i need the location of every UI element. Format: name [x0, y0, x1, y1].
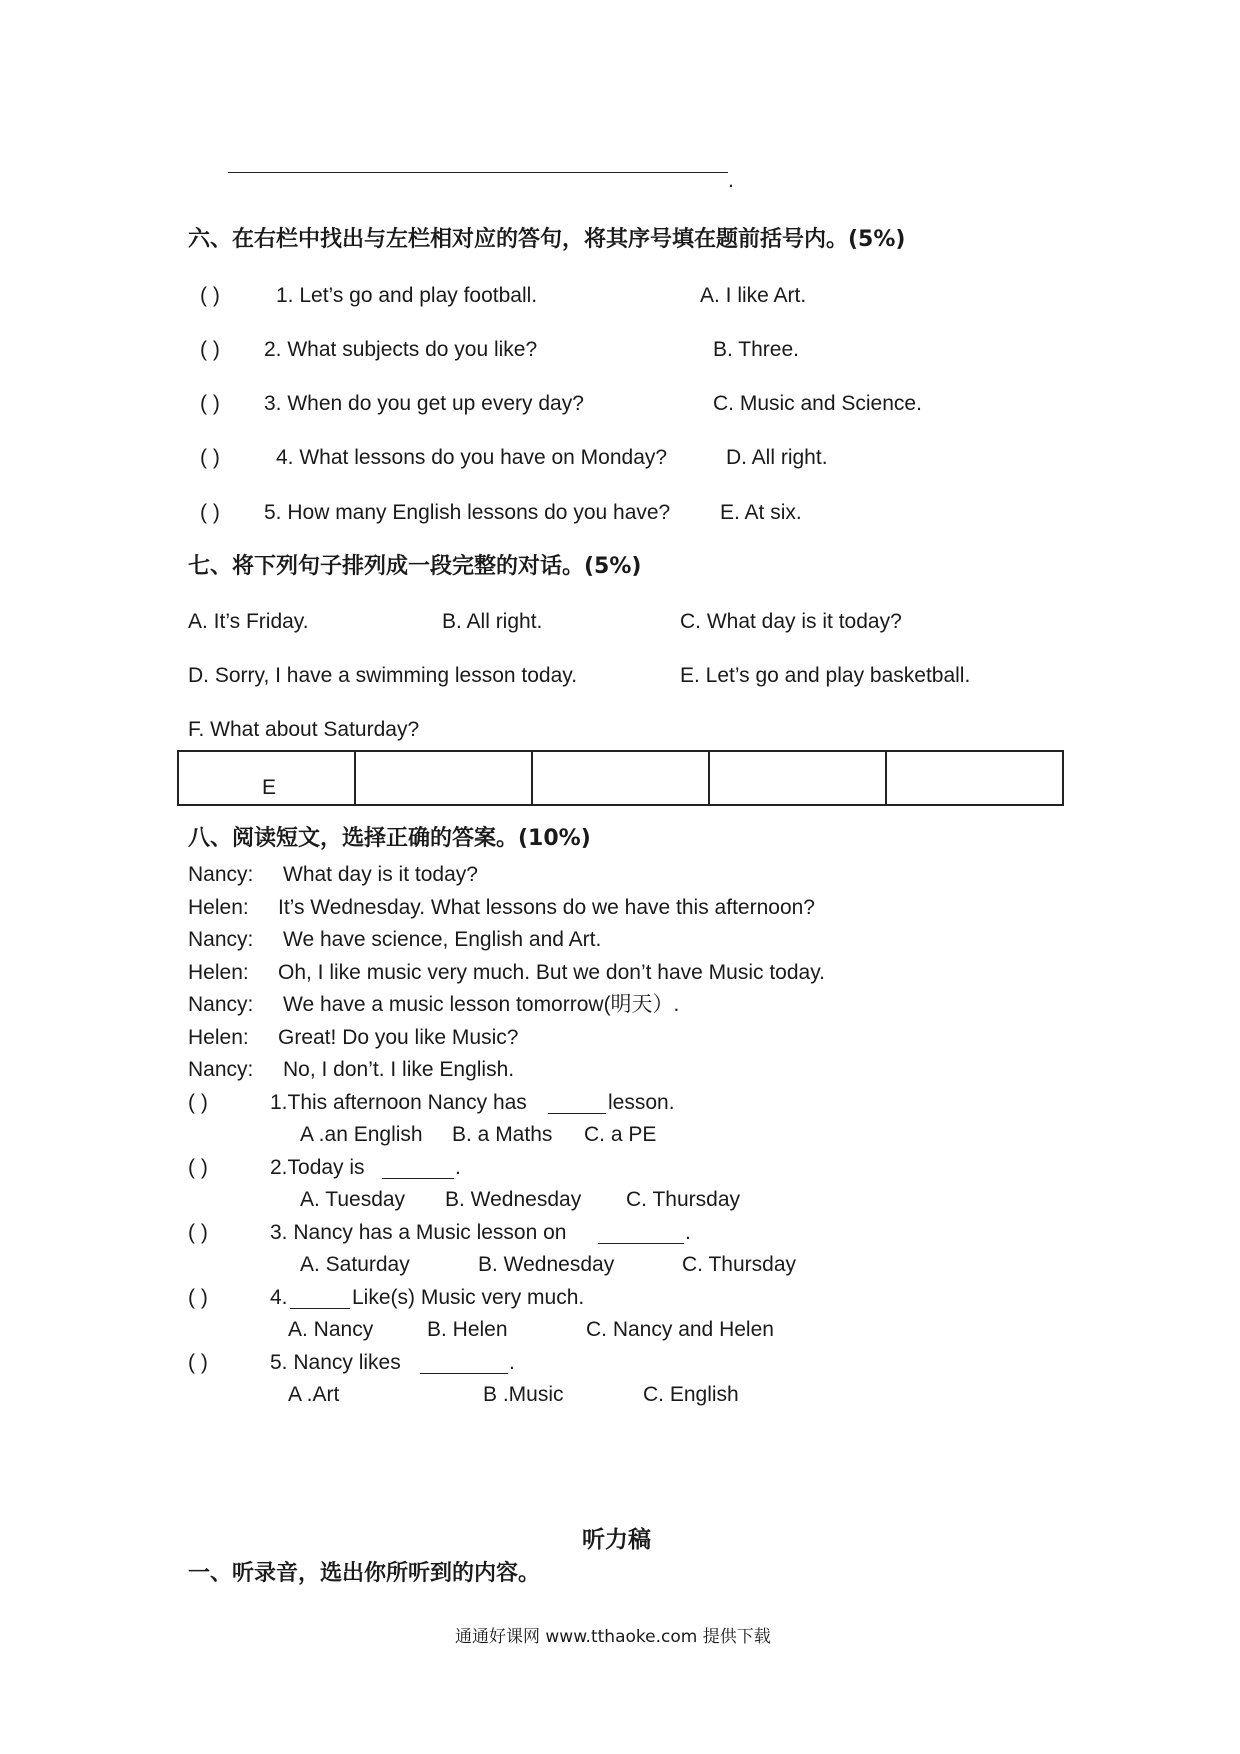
answer-bracket[interactable]: ( ) [188, 1351, 208, 1374]
answer-line-period: . [728, 169, 734, 192]
dialogue-line: It’s Wednesday. What lessons do we have this afternoon? [278, 896, 815, 919]
question-text-end: lesson. [608, 1091, 675, 1114]
dialogue-option-c: C. What day is it today? [680, 610, 902, 633]
dialogue-option-a: A. It’s Friday. [188, 610, 309, 633]
question-text: 2. What subjects do you like? [264, 338, 538, 361]
section6-heading: 六、在右栏中找出与左栏相对应的答句，将其序号填在题前括号内。(5%) [188, 227, 906, 252]
order-answer-table [177, 750, 1064, 806]
question-text: 5. Nancy likes [270, 1351, 401, 1374]
choice-a: A. Nancy [288, 1318, 374, 1341]
choice-b: B. Helen [427, 1318, 508, 1341]
dialogue-line: Great! Do you like Music? [278, 1026, 519, 1049]
dialogue-speaker: Helen: [188, 1026, 249, 1049]
fill-blank[interactable] [290, 1308, 350, 1309]
order-cell-3[interactable] [532, 751, 709, 805]
answer-bracket[interactable]: ( ) [200, 392, 220, 415]
question-text: 1. Let’s go and play football. [276, 284, 538, 307]
dialogue-speaker: Nancy: [188, 993, 254, 1016]
order-cell-1[interactable]: E [178, 751, 355, 805]
dialogue-option-f: F. What about Saturday? [188, 718, 420, 741]
dialogue-line: What day is it today? [283, 863, 478, 886]
choice-c: C. Thursday [626, 1188, 740, 1211]
choice-c: C. Thursday [682, 1253, 796, 1276]
answer-line [228, 172, 728, 173]
listening-title: 听力稿 [582, 1526, 651, 1553]
answer-option: B. Three. [713, 338, 799, 361]
dialogue-line: No, I don’t. I like English. [283, 1058, 515, 1081]
fill-blank[interactable] [598, 1243, 684, 1244]
choice-a: A. Tuesday [300, 1188, 406, 1211]
question-text-end: . [509, 1351, 515, 1374]
order-cell-4[interactable] [709, 751, 886, 805]
page-footer: 通通好课网 www.tthaoke.com 提供下载 [455, 1627, 771, 1647]
choice-b: B .Music [483, 1383, 564, 1406]
dialogue-option-e: E. Let’s go and play basketball. [680, 664, 971, 687]
question-text: 1.This afternoon Nancy has [270, 1091, 527, 1114]
question-text-end: . [685, 1221, 691, 1244]
answer-bracket[interactable]: ( ) [200, 338, 220, 361]
answer-option: C. Music and Science. [713, 392, 922, 415]
dialogue-option-d: D. Sorry, I have a swimming lesson today. [188, 664, 578, 687]
choice-a: A .Art [288, 1383, 340, 1406]
answer-bracket[interactable]: ( ) [200, 446, 220, 469]
question-text: 4. [270, 1286, 288, 1309]
choice-c: C. English [643, 1383, 739, 1406]
dialogue-line: We have science, English and Art. [283, 928, 602, 951]
answer-bracket[interactable]: ( ) [188, 1091, 208, 1114]
answer-bracket[interactable]: ( ) [188, 1221, 208, 1244]
fill-blank[interactable] [382, 1178, 454, 1179]
answer-option: D. All right. [726, 446, 828, 469]
fill-blank[interactable] [548, 1113, 606, 1114]
answer-bracket[interactable]: ( ) [200, 501, 220, 524]
answer-bracket[interactable]: ( ) [188, 1286, 208, 1309]
dialogue-line: Oh, I like music very much. But we don’t have Music today. [278, 961, 825, 984]
fill-blank[interactable] [420, 1373, 508, 1374]
question-text: 4. What lessons do you have on Monday? [276, 446, 668, 469]
question-text: 2.Today is [270, 1156, 365, 1179]
question-text-end: Like(s) Music very much. [352, 1286, 585, 1309]
choice-c: C. a PE [584, 1123, 657, 1146]
choice-a: A. Saturday [300, 1253, 410, 1276]
listening-section1-heading: 一、听录音，选出你所听到的内容。 [188, 1561, 541, 1586]
choice-a: A .an English [300, 1123, 423, 1146]
question-text: 3. When do you get up every day? [264, 392, 584, 415]
question-text-end: . [455, 1156, 461, 1179]
dialogue-speaker: Helen: [188, 961, 249, 984]
answer-bracket[interactable]: ( ) [200, 284, 220, 307]
dialogue-speaker: Nancy: [188, 863, 254, 886]
section7-heading: 七、将下列句子排列成一段完整的对话。(5%) [188, 554, 642, 579]
dialogue-option-b: B. All right. [442, 610, 543, 633]
dialogue-speaker: Helen: [188, 896, 249, 919]
choice-b: B. a Maths [452, 1123, 553, 1146]
answer-option: A. I like Art. [700, 284, 807, 307]
answer-bracket[interactable]: ( ) [188, 1156, 208, 1179]
choice-b: B. Wednesday [478, 1253, 615, 1276]
dialogue-speaker: Nancy: [188, 928, 254, 951]
dialogue-speaker: Nancy: [188, 1058, 254, 1081]
dialogue-line: We have a music lesson tomorrow(明天）. [283, 993, 680, 1016]
question-text: 3. Nancy has a Music lesson on [270, 1221, 567, 1244]
order-cell-2[interactable] [355, 751, 532, 805]
question-text: 5. How many English lessons do you have? [264, 501, 671, 524]
choice-b: B. Wednesday [445, 1188, 582, 1211]
answer-option: E. At six. [720, 501, 802, 524]
order-cell-5[interactable] [886, 751, 1063, 805]
section8-heading: 八、阅读短文，选择正确的答案。(10%) [188, 826, 591, 851]
choice-c: C. Nancy and Helen [586, 1318, 774, 1341]
